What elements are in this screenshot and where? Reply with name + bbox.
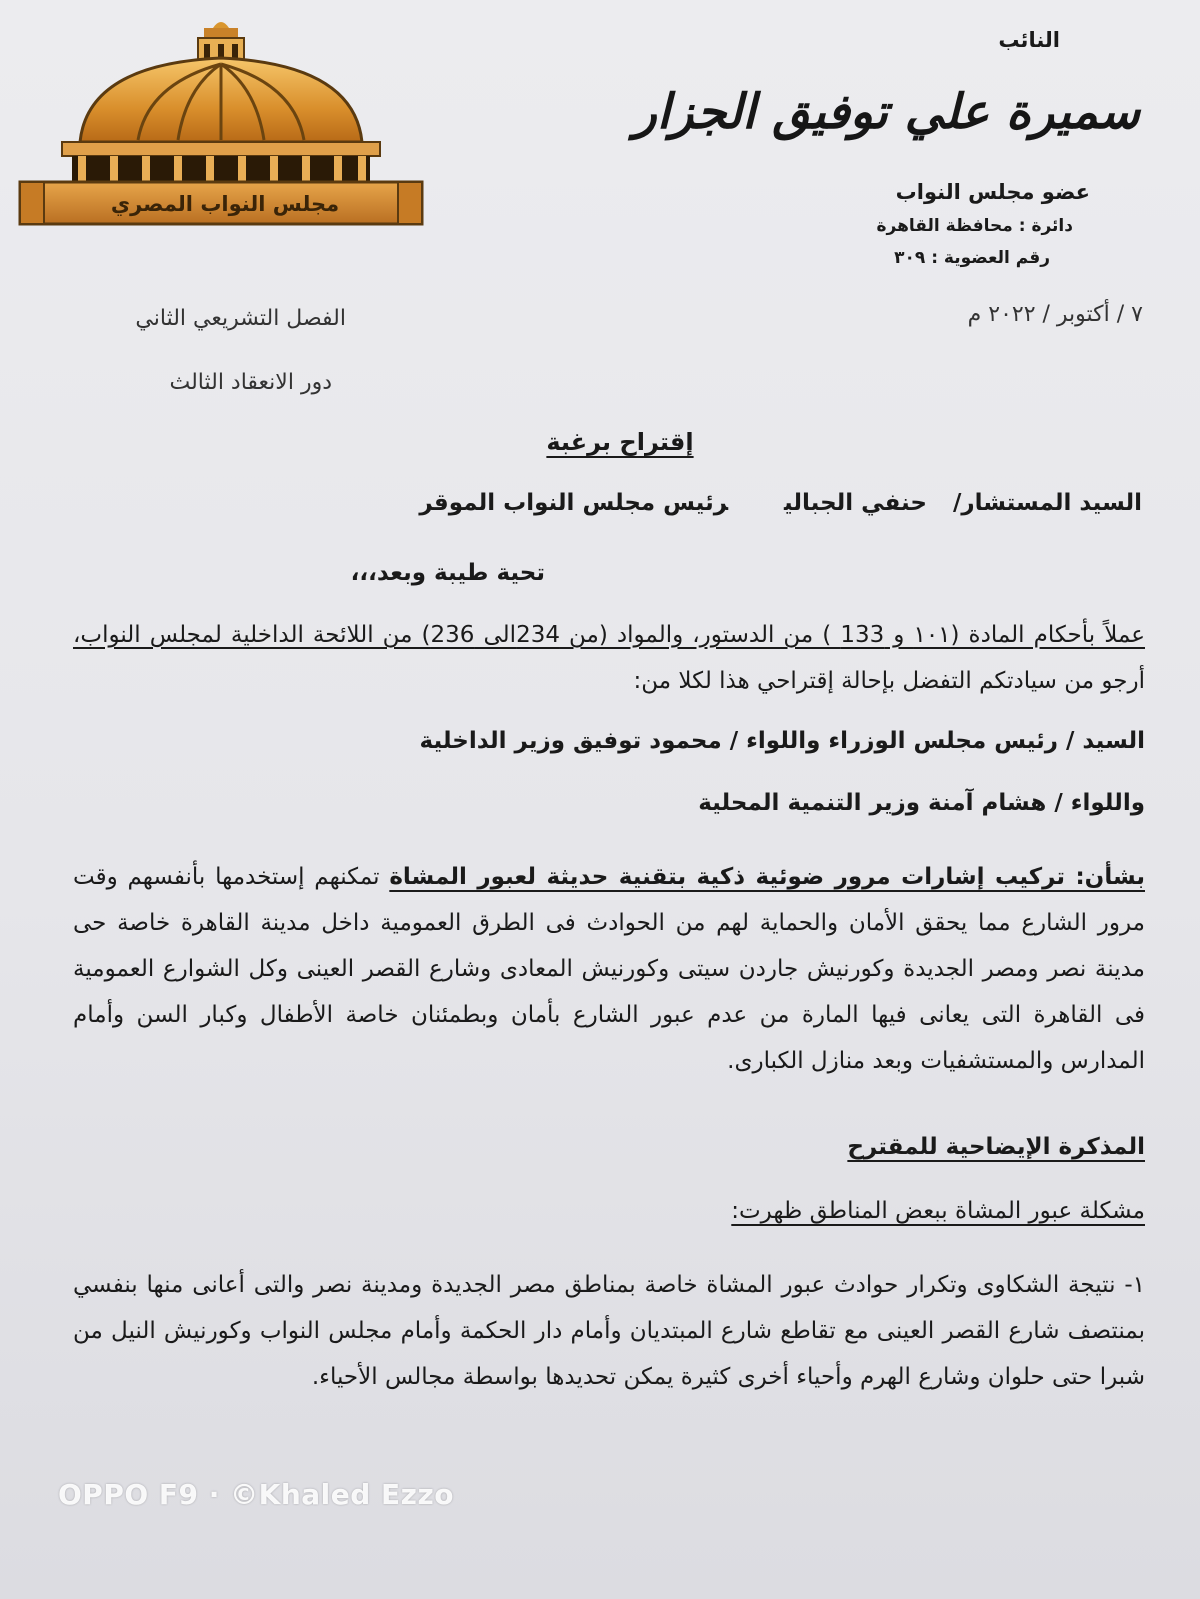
recipients-line-1: السيد / رئيس مجلس الوزراء واللواء / محمود توفيق وزير الداخلية — [419, 728, 1145, 754]
addressee — [419, 490, 1142, 516]
camera-watermark: OPPO F9 · ©Khaled Ezzo — [58, 1478, 454, 1511]
mp-membership-number: رقم العضوية : ٣٠٩ — [894, 248, 1050, 268]
point-1-paragraph: ١- نتيجة الشكاوى وتكرار حوادث عبور المشاة خاصة بمناطق مصر الجديدة ومدينة نصر والتى أعانى منها بنفسي بمنتصف شارع القصر العينى مع تقاطع شارع المبتديان وأمام دار الحكمة وأمام مجلس النواب وكورنيش النيل من شبرا حتى حلوان وشارع الهرم وأحياء أخرى كثيرة يمكن تحديدها بواسطة مجالس الأحياء. — [73, 1272, 1145, 1390]
subject-lead: بشأن: تركيب إشارات مرور ضوئية ذكية بتقنية حديثة لعبور المشاة — [389, 864, 1145, 890]
logo-caption: مجلس النواب المصري — [110, 192, 340, 216]
problem-heading: مشكلة عبور المشاة ببعض المناطق ظهرت: — [731, 1198, 1145, 1224]
mp-district: دائرة : محافظة القاهرة — [876, 216, 1073, 236]
memo-heading: المذكرة الإيضاحية للمقترح — [847, 1134, 1145, 1160]
intro-legal-reference: عملاً بأحكام المادة (١٠١ و 133 ) من الدستور، والمواد (من 234الى 236) من اللائحة الداخلية لمجلس النواب، — [73, 622, 1145, 648]
legislative-term: الفصل التشريعي الثاني — [135, 306, 346, 331]
parliament-logo — [18, 14, 432, 232]
mp-title: النائب — [998, 28, 1060, 52]
mp-position: عضو مجلس النواب — [895, 180, 1090, 204]
document-title: إقتراح برغبة — [546, 428, 694, 456]
mp-name-signature: سميرة علي توفيق الجزار — [633, 84, 1140, 140]
session-round: دور الانعقاد الثالث — [169, 370, 332, 395]
addressee-salutation: السيد المستشار/ — [952, 490, 1142, 516]
recipients-line-2: واللواء / هشام آمنة وزير التنمية المحلية — [698, 790, 1145, 816]
greeting: تحية طيبة وبعد،،، — [350, 560, 545, 586]
addressee-name: حنفي الجبالي — [784, 490, 927, 516]
intro-request: أرجو من سيادتكم التفضل بإحالة إقتراحي هذا لكلا من: — [633, 668, 1145, 694]
intro-paragraph — [73, 612, 1145, 704]
addressee-role: رئيس مجلس النواب الموقر — [419, 490, 729, 516]
subject-body: تمكنهم إستخدمها بأنفسهم وقت مرور الشارع مما يحقق الأمان والحماية لهم من الحوادث فى الطرق العمومية داخل مدينة القاهرة خاصة حى مدينة نصر ومصر الجديدة وكورنيش جاردن سيتى وكورنيش المعادى وشارع القصر العينى وكل الشوارع العمومية فى القاهرة التى يعانى فيها المارة من عدم عبور الشارع بأمان وبطمئنان خاصة الأطفال وكبار السن وأمام المدارس والمستشفيات وبعد منازل الكبارى. — [73, 864, 1145, 1074]
subject-paragraph — [73, 854, 1145, 1084]
document-date: ٧ / أكتوبر / ٢٠٢٢ م — [967, 302, 1143, 327]
